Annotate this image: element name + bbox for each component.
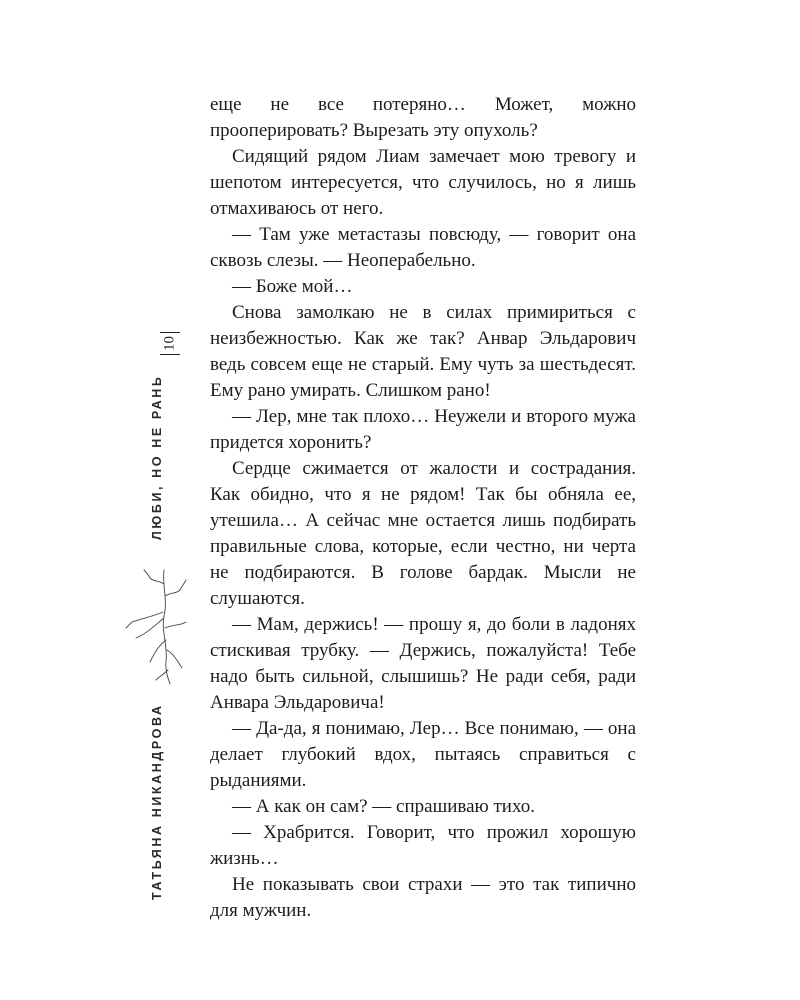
page-number-box <box>152 326 186 362</box>
paragraph: — Мам, держись! — прошу я, до боли в ладонях стискивая трубку. — Держись, пожалуйста! Тебе надо быть сильной, слышишь? Не ради себя, ради Анвара Эльдаровича! <box>210 614 636 713</box>
paragraph: Сидящий рядом Лиам замечает мою тревогу и шепотом интересуется, что случилось, но я лишь отмахиваюсь от него. <box>210 146 636 219</box>
book-title: ЛЮБИ, НО НЕ РАНЬ <box>150 374 164 540</box>
paragraph: — Лер, мне так плохо… Неужели и второго мужа придется хоронить? <box>210 406 636 453</box>
paragraph: — Боже мой… <box>232 276 353 297</box>
paragraph: — Там уже метастазы повсюду, — говорит она сквозь слезы. — Неоперабельно. <box>210 224 636 271</box>
page-number: 10 <box>161 336 178 351</box>
paragraph: Сердце сжимается от жалости и сострадания. Как обидно, что я не рядом! Так бы обняла ее, утешила… А сейчас мне остается лишь подбирать правильные слова, которые, если честно, ни черта не подбираются. В голове бардак. Мысли не слушаются. <box>210 458 636 609</box>
paragraph: еще не все потеряно… Может, можно прооперировать? Вырезать эту опухоль? <box>210 94 636 141</box>
page-number-rule-bottom <box>160 354 180 355</box>
main-text <box>210 92 636 924</box>
paragraph: — Храбрится. Говорит, что прожил хорошую жизнь… <box>210 822 636 869</box>
paragraph: Не показывать свои страхи — это так типично для мужчин. <box>210 874 636 921</box>
paragraph: Снова замолкаю не в силах примириться с неизбежностью. Как же так? Анвар Эльдарович ведь совсем еще не старый. Ему чуть за шестьдесят. Ему рано умирать. Слишком рано! <box>210 302 636 401</box>
paragraph: — А как он сам? — спрашиваю тихо. <box>232 796 535 817</box>
branch-flourish-icon <box>124 566 194 686</box>
author-name: ТАТЬЯНА НИКАНДРОВА <box>150 703 164 900</box>
paragraph: — Да-да, я понимаю, Лер… Все понимаю, — она делает глубокий вдох, пытаясь справиться с рыданиями. <box>210 718 636 791</box>
